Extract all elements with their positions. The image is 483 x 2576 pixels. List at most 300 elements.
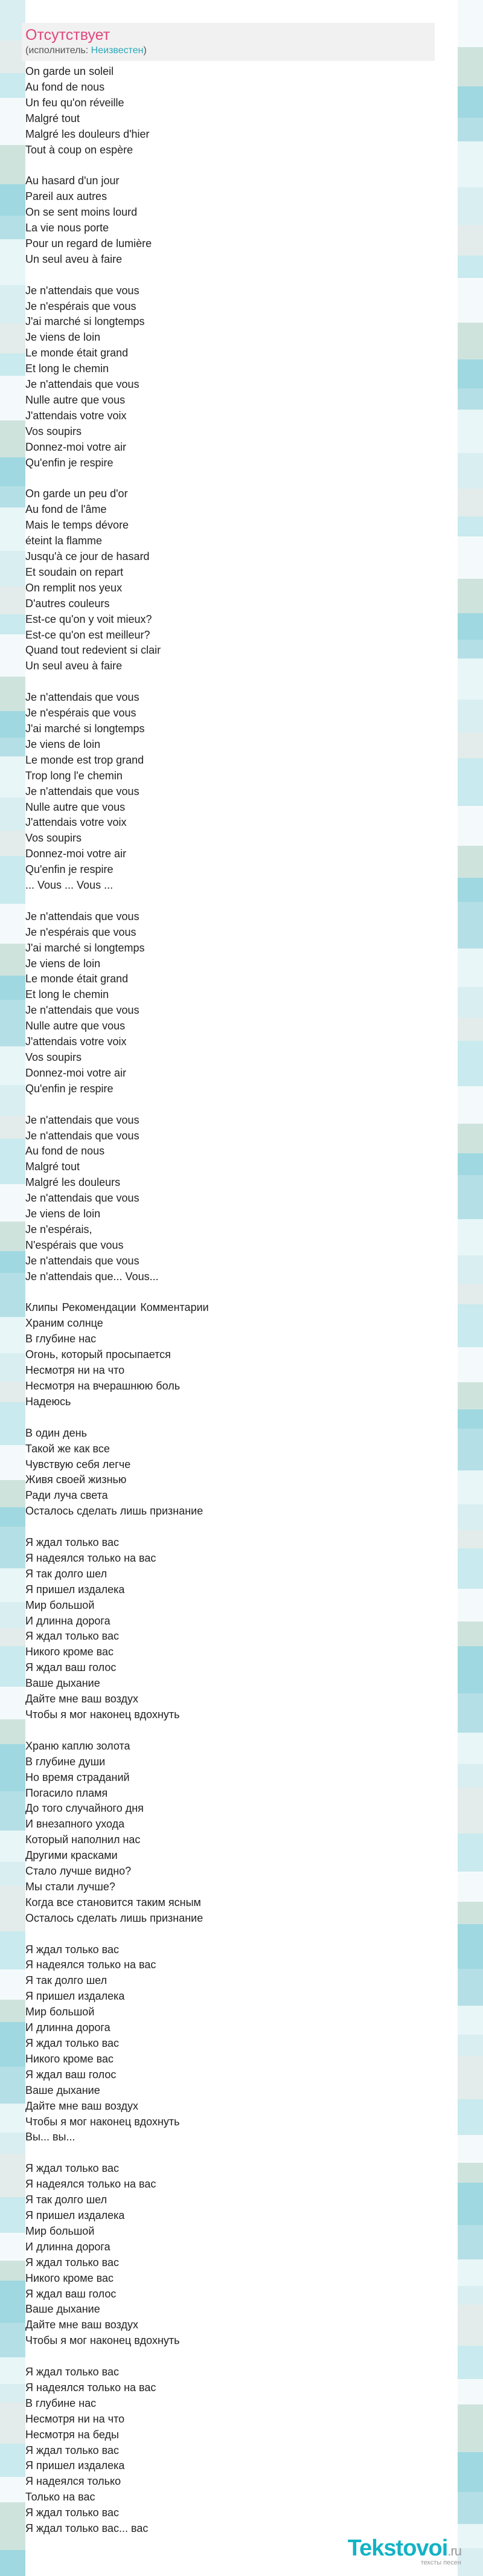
lyric-line: Осталось сделать лишь признание xyxy=(25,1911,203,1924)
stripe xyxy=(0,634,25,677)
lyric-line: Vos soupirs xyxy=(25,1051,82,1064)
lyric-line: Осталось сделать лишь признание xyxy=(25,1505,203,1518)
stripe xyxy=(458,1902,483,1924)
stanza xyxy=(25,1942,363,2146)
lyric-line: Vos soupirs xyxy=(25,425,82,437)
stripe xyxy=(458,613,483,640)
lyric-line: Я ждал только вас xyxy=(25,1943,120,1956)
stripe xyxy=(0,145,25,184)
stripe xyxy=(458,1788,483,1834)
stripe xyxy=(458,1347,483,1382)
stripe xyxy=(0,738,25,756)
lyric-line: Je n'attendais que vous xyxy=(25,1254,139,1267)
lyric-line: Такой же как все xyxy=(25,1442,110,1455)
stripe xyxy=(0,1646,25,1687)
stripe xyxy=(0,2550,25,2576)
lyric-line: Я ждал только вас xyxy=(25,2256,120,2268)
stripe xyxy=(0,944,25,976)
lyric-line: Я надеялся только на вас xyxy=(25,1959,156,1971)
stripe xyxy=(0,2154,25,2197)
stripe xyxy=(0,1222,25,1251)
stripe xyxy=(458,517,483,536)
lyric-line: Я ждал только вас xyxy=(25,2444,120,2456)
stripe xyxy=(458,1470,483,1504)
stripe xyxy=(0,2104,25,2133)
nav-clips[interactable]: Клипы xyxy=(25,1301,58,1314)
stripe xyxy=(0,1317,25,1353)
lyric-line: On se sent moins lourd xyxy=(25,206,138,219)
lyric-line: Nulle autre que vous xyxy=(25,800,126,813)
stripe xyxy=(458,2379,483,2404)
lyric-line: Le monde est trop grand xyxy=(25,753,144,766)
stanza xyxy=(25,1113,363,1285)
stripe xyxy=(458,536,483,579)
lyric-line: Храню каплю золота xyxy=(25,1739,130,1752)
stripe xyxy=(458,1284,483,1304)
decorative-stripes-left xyxy=(0,0,25,2576)
stripe xyxy=(0,2000,25,2022)
lyric-line: Я ждал только вас xyxy=(25,2037,120,2050)
lyric-line: Est-ce qu'on y voit mieux? xyxy=(25,613,152,625)
lyric-line: Je n'attendais que... Vous... xyxy=(25,1270,159,1283)
lyric-line: В глубине нас xyxy=(25,2397,97,2409)
stripe xyxy=(458,323,483,359)
stripe xyxy=(0,1628,25,1646)
lyric-line: La vie nous porte xyxy=(25,222,109,234)
lyric-line: Чтобы я мог наконец вдохнуть xyxy=(25,1708,180,1721)
lyric-line: Pareil aux autres xyxy=(25,190,107,203)
stripe xyxy=(0,677,25,711)
lyric-line: Я надеялся только на вас xyxy=(25,2178,156,2191)
stripe xyxy=(458,47,483,86)
stripe xyxy=(458,2524,483,2548)
lyric-line: Несмотря ни на что xyxy=(25,2412,125,2425)
lyric-line: Je n'attendais que vous xyxy=(25,378,139,391)
stripe xyxy=(458,1086,483,1124)
stripe xyxy=(458,2404,483,2452)
lyric-line: Malgré les douleurs xyxy=(25,1176,121,1189)
stripe xyxy=(458,1548,483,1589)
stripe xyxy=(458,2035,483,2056)
stripe xyxy=(458,987,483,1018)
stripe xyxy=(0,1085,25,1116)
stripe xyxy=(0,239,25,285)
lyric-line: Tout à coup on espère xyxy=(25,143,133,156)
stripe xyxy=(458,579,483,613)
lyric-line: Donnez-moi votre air xyxy=(25,848,127,860)
stripe xyxy=(0,1602,25,1628)
stripe xyxy=(458,256,483,278)
stripe xyxy=(0,976,25,1000)
lyric-line: J'ai marché si longtemps xyxy=(25,941,145,954)
lyric-line: Qu'enfin je respire xyxy=(25,863,114,876)
lyric-line: Jusqu'à ce jour de hasard xyxy=(25,550,150,563)
lyric-line: Je n'attendais que vous xyxy=(25,1129,139,1142)
stripe xyxy=(0,2281,25,2323)
lyric-line: Никого кроме вас xyxy=(25,1646,114,1658)
stanza xyxy=(25,1316,363,1409)
stripe xyxy=(0,1527,25,1568)
stripe xyxy=(0,587,25,614)
stripe xyxy=(0,457,25,486)
stripe xyxy=(0,2502,25,2550)
stripe xyxy=(458,0,483,47)
lyric-line: Огонь, который просыпается xyxy=(25,1348,171,1361)
lyric-line: Я надеялся только xyxy=(25,2475,121,2488)
lyric-line: Я ждал только вас xyxy=(25,1536,120,1549)
stanza xyxy=(25,2161,363,2349)
lyric-line: Несмотря ни на что xyxy=(25,1364,125,1377)
lyric-line: Un seul aveu à faire xyxy=(25,253,123,265)
lyric-line: Чувствую себя легче xyxy=(25,1458,131,1470)
lyric-line: Vos soupirs xyxy=(25,832,82,845)
stripe xyxy=(458,1175,483,1219)
lyric-line: Надеюсь xyxy=(25,1395,71,1408)
stanza xyxy=(25,909,363,1097)
lyric-line: Je n'attendais que vous xyxy=(25,1192,139,1205)
lyric-line: J'ai marché si longtemps xyxy=(25,315,145,328)
site-logo[interactable] xyxy=(348,2536,461,2566)
stripe xyxy=(0,1000,25,1046)
lyrics-container xyxy=(25,64,363,2552)
lyric-line: J'attendais votre voix xyxy=(25,816,127,829)
lyric-line: Je n'attendais que vous xyxy=(25,910,139,923)
lyric-line: Погасило пламя xyxy=(25,1786,108,1799)
lyric-line: Дайте мне ваш воздух xyxy=(25,2319,138,2331)
stripe xyxy=(458,225,483,256)
lyric-line: Je n'espérais que vous xyxy=(25,300,136,312)
stripe xyxy=(0,797,25,831)
stripe xyxy=(458,118,483,141)
logo-name: Tekstovoi xyxy=(347,2536,448,2561)
stanza xyxy=(25,690,363,894)
lyric-line: Мир большой xyxy=(25,2006,95,2018)
performer-link[interactable]: Неизвестен xyxy=(91,45,144,56)
stanza xyxy=(25,173,363,267)
stripe xyxy=(0,1402,25,1445)
stripe xyxy=(458,2286,483,2305)
lyric-line: Я так долго шел xyxy=(25,2194,107,2206)
performer-line xyxy=(25,45,430,56)
stripe xyxy=(458,453,483,489)
lyric-line: Чтобы я мог наконец вдохнуть xyxy=(25,2334,180,2347)
logo-tld: .ru xyxy=(447,2543,461,2558)
lyric-line: Pour un regard de lumière xyxy=(25,237,152,250)
stripe xyxy=(0,507,25,551)
stripe xyxy=(0,2323,25,2357)
lyric-line: Je viens de loin xyxy=(25,1208,101,1220)
stripe xyxy=(458,278,483,323)
lyric-line: Un feu qu'on réveille xyxy=(25,96,124,109)
stripe xyxy=(0,2261,25,2281)
lyric-line: N'espérais que vous xyxy=(25,1238,124,1251)
stripe xyxy=(0,1353,25,1382)
stripe xyxy=(0,1744,25,1791)
stripe xyxy=(0,1791,25,1831)
lyric-line: Je n'attendais que vous xyxy=(25,1004,139,1017)
lyric-line: В один день xyxy=(25,1426,87,1439)
stripe xyxy=(458,2452,483,2492)
stanza xyxy=(25,1739,363,1927)
lyric-line: Au hasard d'un jour xyxy=(25,175,120,187)
lyric-line: Nulle autre que vous xyxy=(25,394,126,406)
stripe xyxy=(0,831,25,856)
lyric-line: Я ждал только вас xyxy=(25,1630,120,1643)
stripe xyxy=(458,1530,483,1548)
stripe xyxy=(458,388,483,410)
stripe xyxy=(0,856,25,904)
lyric-line: Никого кроме вас xyxy=(25,2272,114,2284)
lyric-line: Мир большой xyxy=(25,1599,95,1611)
lyric-line: Вы... вы... xyxy=(25,2131,75,2143)
lyric-line: Malgré tout xyxy=(25,1161,80,1173)
stripe xyxy=(458,1018,483,1041)
lyric-line: Дайте мне ваш воздух xyxy=(25,2099,138,2112)
stripe xyxy=(458,1504,483,1530)
stripe xyxy=(0,2133,25,2154)
lyric-line: Никого кроме вас xyxy=(25,2052,114,2065)
section-nav xyxy=(25,1300,363,1316)
lyric-line: Et soudain on repart xyxy=(25,565,124,578)
stripe xyxy=(458,1924,483,1969)
stripe xyxy=(0,2403,25,2444)
lyric-line: Et long le chemin xyxy=(25,988,109,1001)
stripe xyxy=(458,2548,483,2576)
stripe xyxy=(458,758,483,806)
lyric-line: Я ждал ваш голос xyxy=(25,2287,117,2300)
lyric-line: Mais le temps dévore xyxy=(25,519,129,532)
lyric-line: Je n'attendais que vous xyxy=(25,691,139,704)
lyrics-translation xyxy=(25,1316,363,2537)
lyric-line: Au fond de nous xyxy=(25,80,105,93)
lyric-line: В глубине нас xyxy=(25,1333,97,1345)
stripe xyxy=(0,184,25,216)
stripe xyxy=(0,1382,25,1402)
lyric-line: Le monde était grand xyxy=(25,973,129,985)
lyric-line: Другими красками xyxy=(25,1849,118,1862)
stripe xyxy=(0,353,25,376)
stripe xyxy=(0,486,25,507)
stripe xyxy=(0,904,25,944)
stripe xyxy=(458,1255,483,1284)
lyric-line: Чтобы я мог наконец вдохнуть xyxy=(25,2115,180,2128)
lyric-line: И длинна дорога xyxy=(25,2021,110,2034)
stripe xyxy=(458,1041,483,1086)
stripe xyxy=(458,1621,483,1646)
lyric-line: Je n'attendais que vous xyxy=(25,785,139,797)
stripe xyxy=(458,359,483,388)
stripe xyxy=(458,2225,483,2259)
lyric-line: Je n'espérais, xyxy=(25,1223,92,1235)
performer-prefix: (исполнитель: xyxy=(25,45,91,56)
song-header xyxy=(22,23,435,61)
stripe xyxy=(458,1969,483,2006)
lyric-line: Несмотря на вчерашнюю боль xyxy=(25,1380,181,1393)
nav-recommendations[interactable]: Рекомендации xyxy=(62,1301,136,1314)
stripe xyxy=(458,733,483,758)
stripe xyxy=(458,1153,483,1175)
stripe xyxy=(0,2357,25,2384)
stanza xyxy=(25,1535,363,1723)
stripe xyxy=(458,1764,483,1788)
stripe xyxy=(458,2099,483,2135)
stripe xyxy=(458,141,483,187)
lyric-line: Donnez-moi votre air xyxy=(25,1066,127,1079)
stripe xyxy=(0,2067,25,2104)
lyric-line: Храним солнце xyxy=(25,1317,103,1330)
lyric-line: Quand tout redevient si clair xyxy=(25,644,161,657)
logo-tagline: тексты песен xyxy=(420,2559,461,2566)
stripe xyxy=(458,1304,483,1347)
stripe xyxy=(458,2259,483,2286)
lyric-line: Ваше дыхание xyxy=(25,2303,100,2316)
stripe xyxy=(458,187,483,225)
lyric-line: Дайте мне ваш воздух xyxy=(25,1693,138,1705)
stripe xyxy=(458,1693,483,1733)
stripe xyxy=(0,1251,25,1273)
lyric-line: Trop long l'e chemin xyxy=(25,769,123,782)
nav-comments[interactable]: Комментарии xyxy=(140,1301,209,1314)
lyric-line: Donnez-moi votre air xyxy=(25,440,127,453)
lyric-line: Я ждал только вас xyxy=(25,2507,120,2519)
lyric-line: D'autres couleurs xyxy=(25,597,110,610)
lyric-line: Est-ce qu'on est meilleur? xyxy=(25,628,150,641)
stripe xyxy=(458,1589,483,1621)
lyric-line: Nulle autre que vous xyxy=(25,1020,126,1032)
stripe xyxy=(458,2135,483,2163)
stripe xyxy=(0,614,25,634)
stripe xyxy=(0,1046,25,1085)
stripe xyxy=(458,846,483,878)
stripe xyxy=(0,2022,25,2067)
lyric-line: Je n'espérais que vous xyxy=(25,926,136,938)
stripe xyxy=(0,285,25,323)
lyric-line: Я надеялся только на вас xyxy=(25,2381,156,2394)
lyric-line: Et long le chemin xyxy=(25,362,109,375)
stripe xyxy=(458,2183,483,2225)
stripe xyxy=(458,1382,483,1409)
lyric-line: Я надеялся только на вас xyxy=(25,1551,156,1564)
lyric-line: И длинна дорога xyxy=(25,2240,110,2253)
stripe xyxy=(0,1139,25,1184)
lyric-line: Je viens de loin xyxy=(25,331,101,344)
lyric-line: J'attendais votre voix xyxy=(25,1035,127,1048)
lyric-line: Который наполнил нас xyxy=(25,1834,141,1846)
performer-suffix: ) xyxy=(143,45,147,56)
lyric-line: Je n'attendais que vous xyxy=(25,284,139,297)
lyric-line: Стало лучше видно? xyxy=(25,1865,132,1878)
stripe xyxy=(458,1124,483,1153)
stripe xyxy=(458,1872,483,1902)
lyric-line: Я пришел издалека xyxy=(25,2209,125,2221)
lyric-line: On garde un peu d'or xyxy=(25,488,128,500)
lyric-line: On remplit nos yeux xyxy=(25,581,123,594)
stripe xyxy=(0,2477,25,2502)
stanza xyxy=(25,1426,363,1519)
lyric-line: Au fond de nous xyxy=(25,1145,105,1158)
stripe xyxy=(0,1831,25,1862)
lyric-line: Но время страданий xyxy=(25,1771,130,1783)
stripe xyxy=(0,711,25,738)
stripe xyxy=(458,806,483,846)
stripe xyxy=(458,658,483,700)
lyric-line: И длинна дорога xyxy=(25,1614,110,1627)
stripe xyxy=(0,73,25,98)
lyric-line: Je n'attendais que vous xyxy=(25,1113,139,1126)
lyric-line: Malgré tout xyxy=(25,112,80,124)
lyric-line: Я ждал только вас xyxy=(25,2162,120,2175)
lyric-line: Только на вас xyxy=(25,2491,95,2504)
stripe xyxy=(458,2163,483,2183)
stripe xyxy=(0,376,25,420)
lyric-line: Я ждал ваш голос xyxy=(25,1661,117,1674)
lyric-line: Я пришел издалека xyxy=(25,1990,125,2003)
stripe xyxy=(458,878,483,902)
stripe xyxy=(458,86,483,118)
stripe xyxy=(0,756,25,797)
stripe xyxy=(458,640,483,658)
stripe xyxy=(458,2492,483,2524)
lyric-line: Ради луча света xyxy=(25,1489,108,1502)
stripe xyxy=(0,1862,25,1885)
lyric-line: Malgré les douleurs d'hier xyxy=(25,127,150,140)
stripe xyxy=(0,1507,25,1527)
lyric-line: ... Vous ... Vous ... xyxy=(25,879,114,892)
stripe xyxy=(0,551,25,587)
lyric-line: Un seul aveu à faire xyxy=(25,660,123,672)
lyric-line: Qu'enfin je respire xyxy=(25,1082,114,1095)
stripe xyxy=(0,2444,25,2477)
lyric-line: И внезапного ухода xyxy=(25,1818,125,1831)
lyric-line: Я пришел издалека xyxy=(25,1583,125,1596)
lyric-line: Я ждал только вас... вас xyxy=(25,2522,149,2535)
lyric-line: Я так долго шел xyxy=(25,1567,107,1580)
stripe xyxy=(0,2233,25,2261)
stripe xyxy=(458,489,483,517)
stanza xyxy=(25,2365,363,2537)
lyric-line: До того случайного дня xyxy=(25,1802,144,1815)
stripe xyxy=(458,2056,483,2099)
lyric-line: éteint la flamme xyxy=(25,535,103,547)
stanza xyxy=(25,486,363,674)
stripe xyxy=(0,216,25,239)
stripe xyxy=(0,2197,25,2233)
stripe xyxy=(0,1719,25,1744)
lyric-line: Au fond de l'âme xyxy=(25,503,107,516)
lyric-line: Когда все становится таким ясным xyxy=(25,1896,201,1908)
stripe xyxy=(0,1969,25,2000)
stanza xyxy=(25,64,363,158)
lyric-line: Я пришел издалека xyxy=(25,2459,125,2472)
stripe xyxy=(0,1931,25,1969)
stripe xyxy=(0,323,25,353)
lyric-line: Я ждал ваш голос xyxy=(25,2068,117,2081)
stripe xyxy=(0,98,25,145)
stripe xyxy=(458,2006,483,2035)
lyric-line: On garde un soleil xyxy=(25,65,114,77)
logo-wordmark xyxy=(348,2536,461,2562)
lyric-line: Le monde était grand xyxy=(25,347,129,359)
stripe xyxy=(0,2384,25,2403)
lyric-line: Je n'espérais que vous xyxy=(25,707,136,720)
stripe xyxy=(458,2346,483,2379)
stripe xyxy=(0,1568,25,1602)
lyric-line: Живя своей жизнью xyxy=(25,1473,127,1486)
lyric-line: Я ждал только вас xyxy=(25,2366,120,2378)
stripe xyxy=(458,700,483,733)
stanza xyxy=(25,283,363,471)
lyric-line: Я так долго шел xyxy=(25,1974,107,1987)
